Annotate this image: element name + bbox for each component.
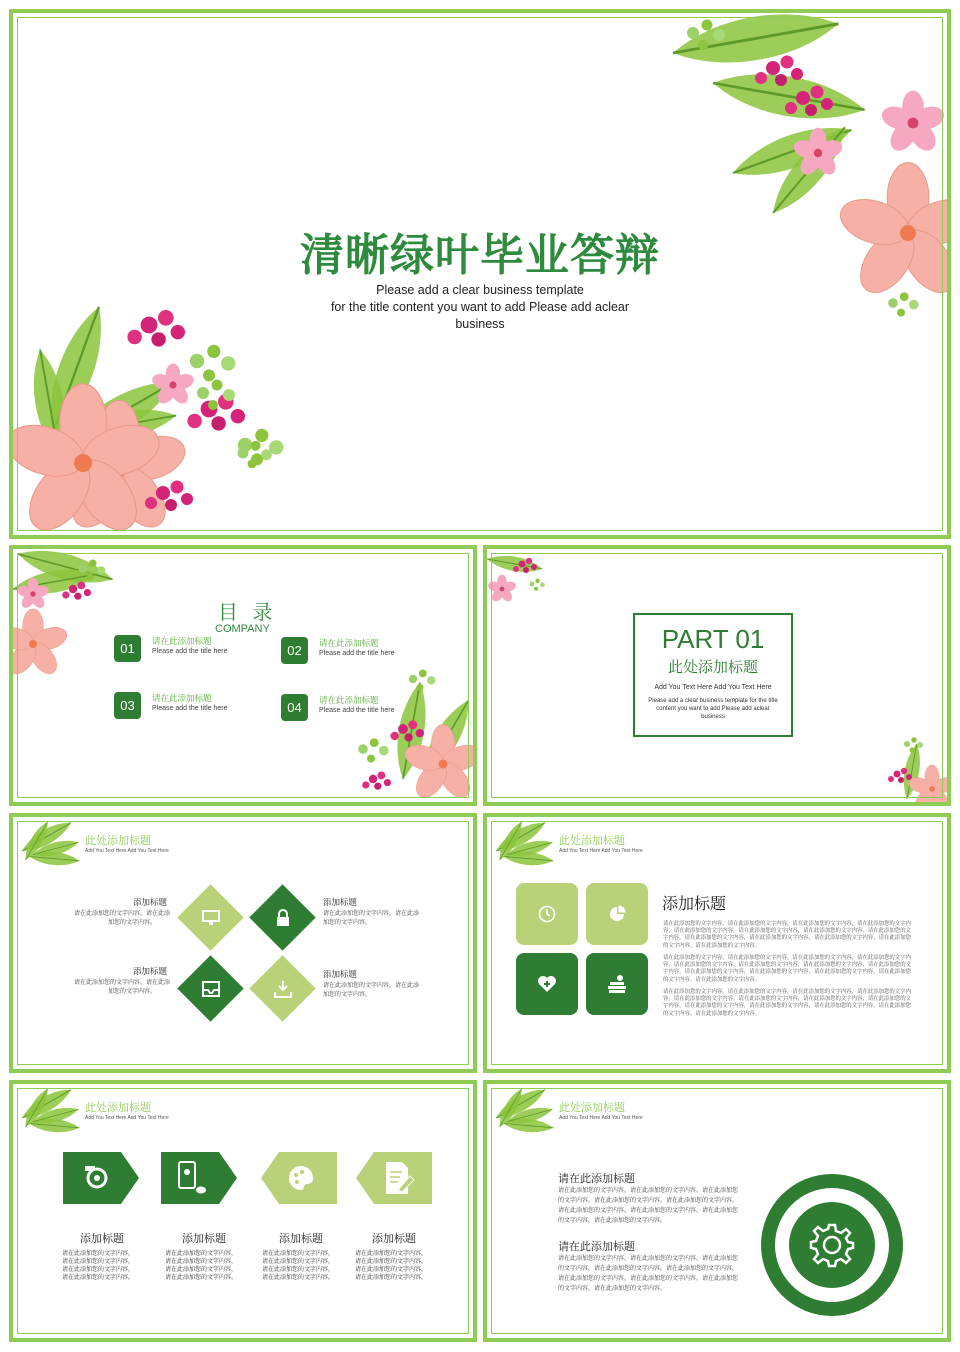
subtitle-line-2: for the title content you want to add Please add aclear [330, 300, 630, 314]
tag-label: 添加标题 [182, 1232, 226, 1245]
download-icon [274, 980, 292, 998]
block-text-2: 请在此添加您的文字内容，请在此添加您的文字内容，请在此添加您的文字内容，请在此添加您的文字内容。请在此添加您的文字内容，请在此添加您的文字内容，请在此添加您的文字内容，请在此添加您的文字内容，请在此添加您的文字内容。 [558, 1255, 739, 1292]
tag-label: 添加标题 [80, 1232, 124, 1245]
flower-corner-top-left [13, 549, 163, 709]
leaf-sprig-icon [491, 821, 561, 869]
tile-pie-chart[interactable] [586, 883, 648, 945]
slide-gear-circle [483, 1080, 951, 1342]
subtitle-line-1: Please add a clear business template [376, 283, 584, 297]
tag-text: 请在此添加您的文字内容， 请在此添加您的文字内容， 请在此添加您的文字内容， 请在此添加您的文字内容。 [262, 1250, 335, 1281]
diamond-dark-2[interactable] [177, 955, 243, 1021]
inbox-icon [202, 981, 220, 997]
books-icon [606, 974, 628, 994]
toc-number: 02 [281, 637, 308, 664]
lock-icon [275, 909, 291, 927]
block-text-1: 请在此添加您的文字内容，请在此添加您的文字内容。请在此添加您的文字内容，请在此添加您的文字内容。请在此添加您的文字内容，请在此添加您的文字内容。请在此添加您的文字内容，请在此添加您的文字内容，请在此添加您的文字内容。 [558, 1187, 739, 1224]
slide-part-01 [483, 545, 951, 806]
item-label: 添加标题 [323, 898, 358, 908]
part-description: Please add a clear business template for the title content you want to add Please add aclear business [648, 698, 778, 720]
diamond-dark-1[interactable] [249, 884, 315, 950]
item-label: 添加标题 [323, 970, 358, 980]
leaf-sprig-icon [17, 1088, 87, 1136]
tag-label: 添加标题 [279, 1232, 323, 1245]
tag-text: 请在此添加您的文字内容， 请在此添加您的文字内容， 请在此添加您的文字内容， 请在此添加您的文字内容。 [62, 1250, 135, 1281]
slide-four-tags [9, 1080, 477, 1342]
toc-number: 04 [281, 694, 308, 721]
tile-books[interactable] [586, 953, 648, 1015]
monitor-icon [202, 910, 220, 926]
toc-text: Please add the title here [319, 650, 395, 657]
section-title: 此处添加标题 [559, 1101, 625, 1114]
toc-text: Please add the title here [319, 707, 395, 714]
gear-circle[interactable] [759, 1172, 905, 1318]
toc-number: 03 [114, 692, 141, 719]
leaf-sprig-icon [491, 1088, 561, 1136]
pie-chart-icon [608, 905, 626, 923]
part-box [633, 613, 793, 737]
item-label: 添加标题 [133, 967, 168, 977]
flower-corner-top-left [487, 549, 567, 629]
toc-text: Please add the title here [152, 648, 228, 655]
part-heading: 此处添加标题 [667, 658, 758, 676]
block-heading-2: 请在此添加标题 [558, 1240, 635, 1253]
tag-arrow-light-1[interactable] [261, 1152, 337, 1204]
leaf-sprig-icon [17, 821, 87, 869]
part-subheading: Add You Text Here Add You Text Here [654, 684, 772, 691]
section-subtitle: Add You Text Here Add You Text Here [85, 1115, 169, 1121]
tag-text: 请在此添加您的文字内容， 请在此添加您的文字内容， 请在此添加您的文字内容， 请在此添加您的文字内容。 [355, 1250, 428, 1281]
section-title: 此处添加标题 [559, 834, 625, 847]
tag-label: 添加标题 [372, 1232, 416, 1245]
toc-text: Please add the title here [152, 705, 228, 712]
tag-arrow-dark-1[interactable] [63, 1152, 139, 1204]
tile-heart[interactable] [516, 953, 578, 1015]
toc-heading: 请在此添加标题 [319, 696, 379, 706]
block-heading-1: 请在此添加标题 [558, 1172, 635, 1185]
tag-text: 请在此添加您的文字内容， 请在此添加您的文字内容， 请在此添加您的文字内容， 请在此添加您的文字内容。 [165, 1250, 238, 1281]
section-subtitle: Add You Text Here Add You Text Here [85, 848, 169, 854]
toc-number: 01 [114, 635, 141, 662]
tile-clock[interactable] [516, 883, 578, 945]
toc-heading: 请在此添加标题 [319, 639, 379, 649]
presentation-title: 清晰绿叶毕业答辩 [300, 230, 660, 281]
item-label: 添加标题 [133, 898, 168, 908]
content-paragraph: 请在此添加您的文字内容，请在此添加您的文字内容，请在此添加您的文字内容，请在此添加您的文字内容，请在此添加您的文字内容，请在此添加您的文字内容，请在此添加您的文字内容，请在此添加您的文字内容，请在此添加您的文字内容，请在此添加您的文字内容，请在此添加您的文字内容，请在此添加您的文字内容，请在此添加您的文字内容。 [663, 955, 911, 983]
slide-contents [9, 545, 477, 806]
toc-heading: 请在此添加标题 [152, 694, 212, 704]
section-subtitle: Add You Text Here Add You Text Here [559, 848, 643, 854]
part-number: PART 01 [661, 624, 765, 654]
item-text: 请在此添加您的文字内容，请在此添 加您的文字内容。 [74, 979, 171, 995]
diamond-light-1[interactable] [177, 884, 243, 950]
toc-heading: 请在此添加标题 [152, 637, 212, 647]
subtitle-line-3: business [455, 317, 505, 331]
section-title: 此处添加标题 [85, 834, 151, 847]
flower-corner-bottom-right [343, 659, 477, 806]
contents-title: 目 录 [218, 600, 277, 624]
tag-arrow-light-2[interactable] [356, 1152, 432, 1204]
flower-corner-bottom-right [877, 729, 951, 806]
section-title: 此处添加标题 [85, 1101, 151, 1114]
item-text: 请在此添加您的文字内容，请在此添 加您的文字内容。 [323, 982, 420, 998]
slide-diamonds [9, 813, 477, 1073]
item-text: 请在此添加您的文字内容，请在此添 加您的文字内容。 [74, 910, 171, 926]
contents-subtitle: COMPANY [215, 623, 270, 635]
slide-icon-grid [483, 813, 951, 1073]
content-heading: 添加标题 [662, 894, 727, 913]
clock-icon [538, 905, 556, 923]
diamond-light-2[interactable] [249, 955, 315, 1021]
tag-arrow-dark-2[interactable] [161, 1152, 237, 1204]
section-subtitle: Add You Text Here Add You Text Here [559, 1115, 643, 1121]
item-text: 请在此添加您的文字内容，请在此添 加您的文字内容。 [323, 910, 420, 926]
content-paragraph: 请在此添加您的文字内容，请在此添加您的文字内容，请在此添加您的文字内容，请在此添加您的文字内容，请在此添加您的文字内容，请在此添加您的文字内容，请在此添加您的文字内容，请在此添加您的文字内容，请在此添加您的文字内容，请在此添加您的文字内容，请在此添加您的文字内容，请在此添加您的文字内容，请在此添加您的文字内容。 [663, 921, 911, 949]
slide-title [9, 9, 951, 539]
heart-plus-icon [537, 975, 557, 993]
content-paragraph: 请在此添加您的文字内容，请在此添加您的文字内容，请在此添加您的文字内容，请在此添加您的文字内容，请在此添加您的文字内容，请在此添加您的文字内容，请在此添加您的文字内容，请在此添加您的文字内容，请在此添加您的文字内容，请在此添加您的文字内容，请在此添加您的文字内容，请在此添加您的文字内容，请在此添加您的文字内容。 [663, 989, 911, 1017]
